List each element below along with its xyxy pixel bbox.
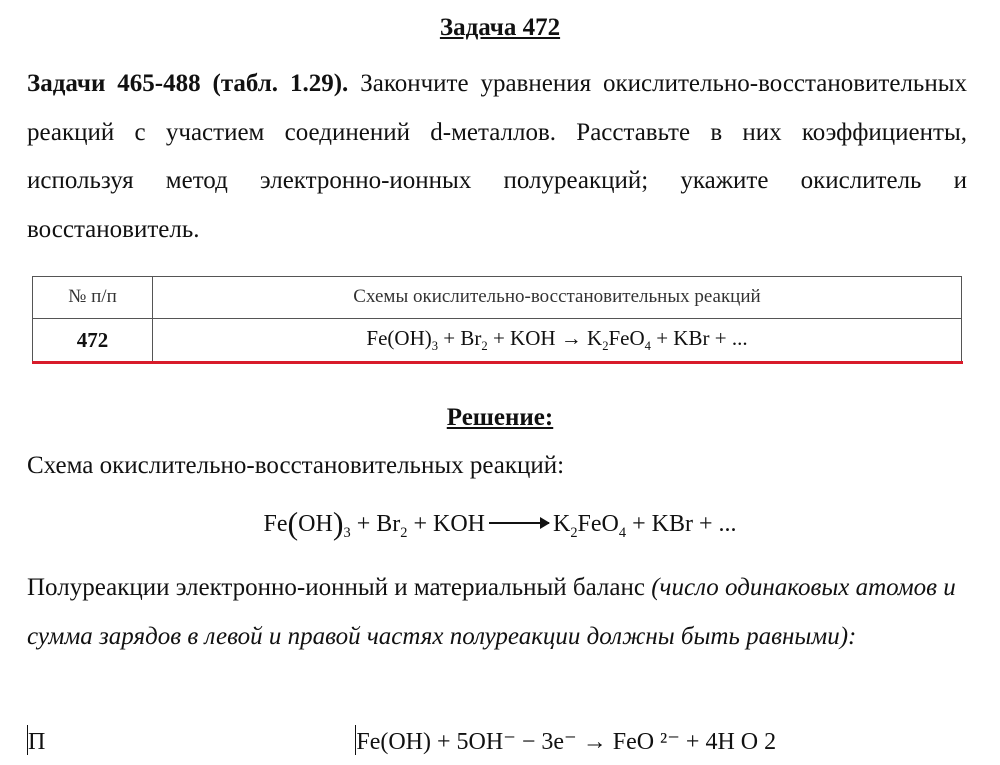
- reaction-subscript: 3: [431, 339, 439, 354]
- eq-part: Fe: [263, 511, 288, 537]
- reaction-part: FeO: [608, 326, 645, 351]
- col-scheme-header: Схемы окислительно-восстановительных реакций: [153, 277, 962, 319]
- col-number-header: № п/п: [33, 277, 153, 319]
- task-title: Задача 472: [439, 14, 561, 41]
- scheme-label: Схема окислительно-восстановительных реакций:: [27, 452, 565, 479]
- reaction-subscript: 4: [644, 339, 651, 354]
- reaction-equation: [0, 505, 1000, 542]
- reaction-part: Fe(OH): [366, 326, 432, 351]
- eq-part: OH: [298, 511, 333, 537]
- cut-right: Fe(OH) + 5OH⁻ − 3e⁻ → FeO ²⁻ + 4H O 2: [356, 729, 777, 755]
- table-underline: [32, 361, 963, 364]
- solution-heading: Решение:: [446, 404, 554, 431]
- reaction-part: + KOH → K: [487, 326, 603, 351]
- row-number: 472: [33, 318, 153, 362]
- reaction-subscript: 2: [602, 339, 609, 354]
- eq-part: + Br: [350, 511, 401, 537]
- task-description: [27, 60, 967, 254]
- half-reaction-cut-line: [27, 725, 987, 765]
- eq-subscript: 2: [570, 524, 578, 541]
- reaction-subscript: 2: [481, 339, 488, 354]
- eq-subscript: 3: [343, 524, 351, 541]
- cut-left: П: [28, 729, 46, 755]
- eq-paren: ): [332, 505, 344, 541]
- eq-part: + KOH: [407, 511, 485, 537]
- task-text: Закончите уравнения окислительно-восстановительных реакций с участием соединений d-металлов. Расставьте в них коэффициенты, используя метод электронно-ионных полуреакций; укажите окислитель и восстановитель.: [27, 70, 967, 243]
- reaction-arrow-icon: [489, 522, 549, 524]
- eq-part: K: [552, 511, 571, 537]
- table-row: [33, 318, 962, 362]
- eq-part: + KBr + ...: [626, 511, 737, 537]
- eq-part: FeO: [577, 511, 619, 537]
- table-header-row: [33, 277, 962, 319]
- reaction-table: [32, 276, 962, 363]
- eq-subscript: 4: [618, 524, 627, 541]
- row-reaction: [153, 318, 962, 362]
- task-reference: Задачи 465-488 (табл. 1.29).: [27, 70, 349, 97]
- balance-text: Полуреакции электронно-ионный и материальный баланс: [27, 574, 652, 601]
- reaction-part: + Br: [438, 326, 482, 351]
- balance-paragraph: [27, 563, 967, 661]
- reaction-part: + KBr + ...: [650, 326, 748, 351]
- eq-paren: (: [287, 505, 299, 541]
- eq-subscript: 2: [400, 524, 408, 541]
- balance-note: (число одинаковых атомов и сумма зарядов в левой и правой частях полуреакции должны быть равными):: [27, 574, 956, 650]
